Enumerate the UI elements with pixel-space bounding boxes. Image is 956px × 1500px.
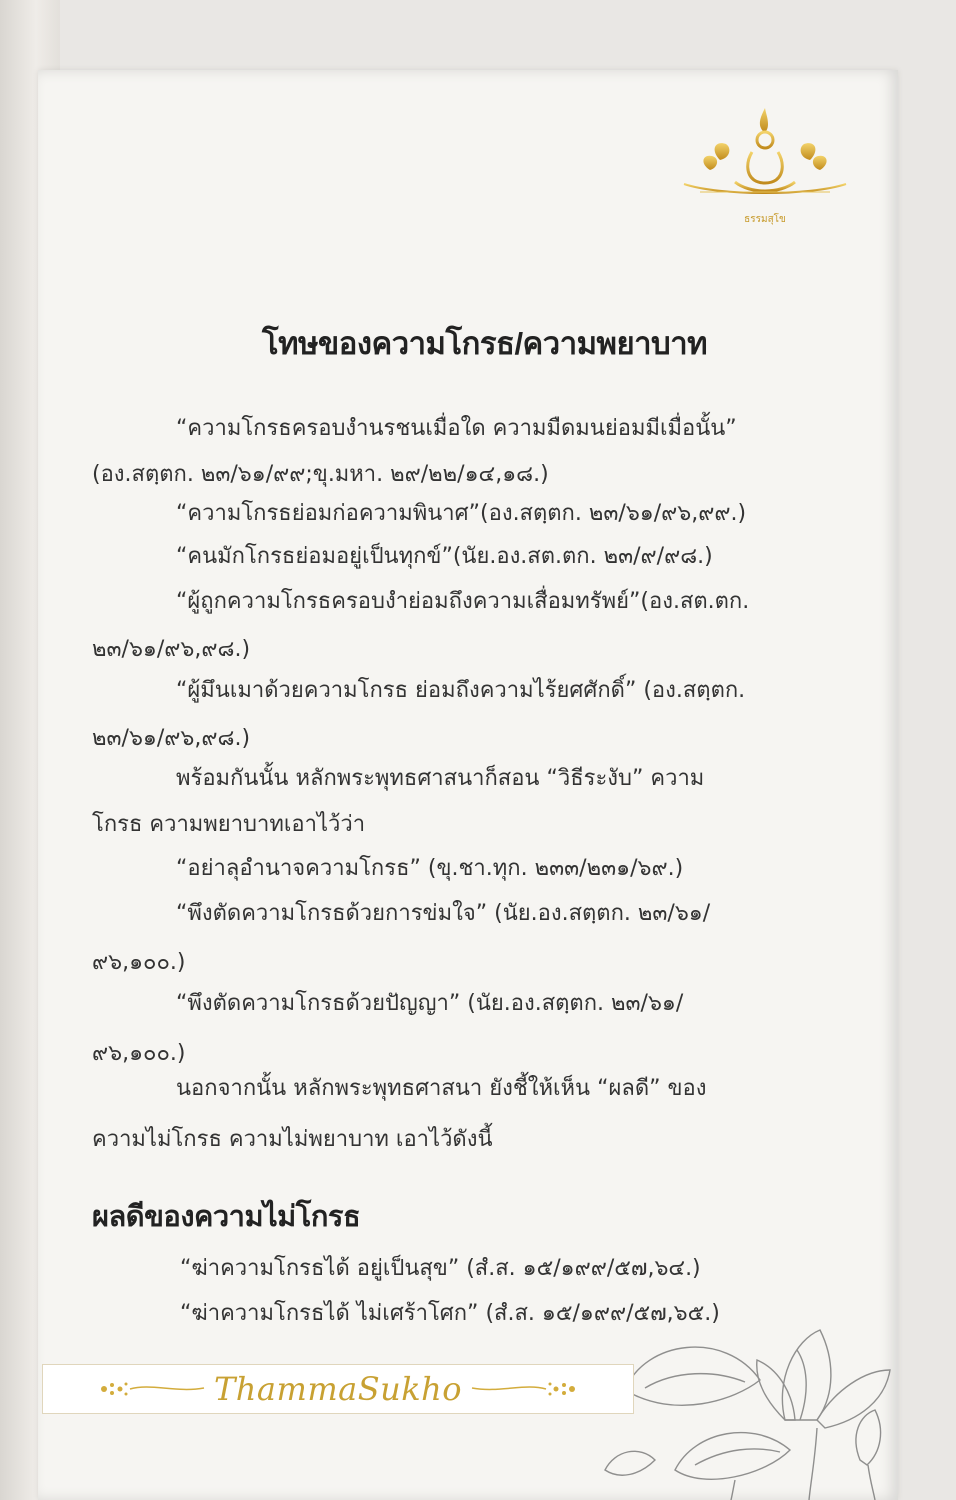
meditating-figure-lotus-icon bbox=[680, 100, 850, 230]
text-line: “ความโกรธย่อมก่อความพินาศ”(อง.สตฺตก. ๒๓/๖๑/๙๖,๙๙.) bbox=[176, 501, 747, 526]
text-line: ๙๖,๑๐๐.) bbox=[92, 950, 186, 975]
thammasukho-logo bbox=[680, 100, 850, 230]
text-line: “ผู้ถูกความโกรธครอบงำย่อมถึงความเสื่อมทรัพย์”(อง.สต.ตก. bbox=[176, 589, 750, 614]
thammasukho-watermark-banner bbox=[42, 1364, 634, 1414]
text-line: พร้อมกันนั้น หลักพระพุทธศาสนาก็สอน “วิธีระงับ” ความ bbox=[176, 766, 705, 791]
text-line: “อย่าลุอำนาจความโกรธ” (ขุ.ชา.ทุก. ๒๓๓/๒๓๑/๖๙.) bbox=[176, 856, 684, 881]
text-line: ๒๓/๖๑/๙๖,๙๘.) bbox=[92, 637, 251, 662]
section-title-benefits-of-non-anger: ผลดีของความไม่โกรธ bbox=[92, 1201, 361, 1233]
text-line: “พึงตัดความโกรธด้วยปัญญา” (นัย.อง.สตฺตก. ๒๓/๖๑/ bbox=[176, 991, 684, 1016]
text-line: “ความโกรธครอบงำนรชนเมื่อใด ความมืดมนย่อมมีเมื่อนั้น” bbox=[176, 416, 737, 441]
right-ornament-icon bbox=[470, 1379, 580, 1399]
text-line: “คนมักโกรธย่อมอยู่เป็นทุกข์”(นัย.อง.สต.ตก. ๒๓/๙/๙๘.) bbox=[176, 544, 713, 569]
watermark-text: ThammaSukho bbox=[213, 1370, 463, 1408]
text-line: (อง.สตฺตก. ๒๓/๖๑/๙๙;ขุ.มหา. ๒๙/๒๒/๑๔,๑๘.) bbox=[92, 462, 549, 487]
text-line: ๙๖,๑๐๐.) bbox=[92, 1041, 186, 1066]
text-line: โกรธ ความพยาบาทเอาไว้ว่า bbox=[92, 812, 366, 837]
text-line: “ฆ่าความโกรธได้ ไม่เศร้าโศก” (สํ.ส. ๑๕/๑๙๙/๕๗,๖๕.) bbox=[180, 1301, 720, 1326]
text-line: “พึงตัดความโกรธด้วยการข่มใจ” (นัย.อง.สตฺตก. ๒๓/๖๑/ bbox=[176, 901, 711, 926]
text-line: ความไม่โกรธ ความไม่พยาบาท เอาไว้ดังนี้ bbox=[92, 1127, 493, 1152]
text-line: “ฆ่าความโกรธได้ อยู่เป็นสุข” (สํ.ส. ๑๕/๑๙๙/๕๗,๖๔.) bbox=[180, 1256, 701, 1281]
text-line: “ผู้มึนเมาด้วยความโกรธ ย่อมถึงความไร้ยศศักดิ์” (อง.สตฺตก. bbox=[176, 678, 746, 703]
left-ornament-icon bbox=[96, 1379, 206, 1399]
logo-label: ธรรมสุโข bbox=[744, 214, 786, 225]
text-line: ๒๓/๖๑/๙๖,๙๘.) bbox=[92, 726, 251, 751]
section-title-harms-of-anger: โทษของความโกรธ/ความพยาบาท bbox=[262, 326, 708, 361]
text-line: นอกจากนั้น หลักพระพุทธศาสนา ยังชี้ให้เห็น “ผลดี” ของ bbox=[176, 1076, 707, 1101]
